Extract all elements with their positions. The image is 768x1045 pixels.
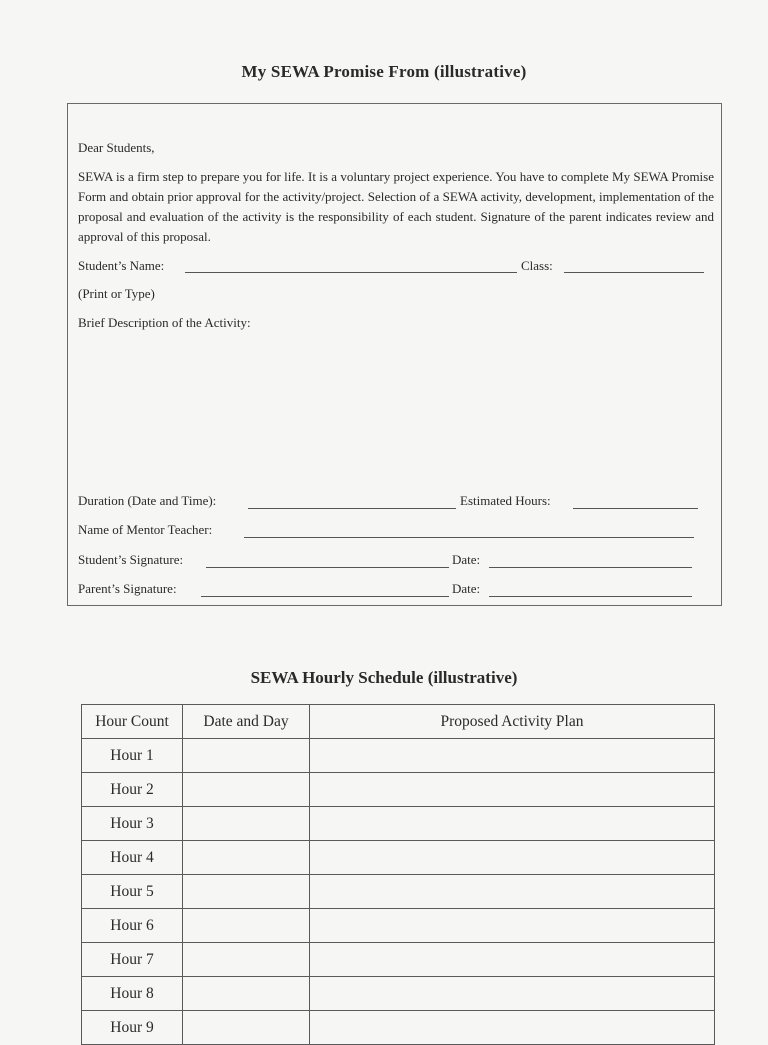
- date-cell[interactable]: [183, 1011, 310, 1045]
- activity-cell[interactable]: [310, 943, 715, 977]
- hour-cell: Hour 1: [82, 739, 183, 773]
- date-label-2: Date:: [452, 581, 481, 596]
- date-cell[interactable]: [183, 841, 310, 875]
- description-label: Brief Description of the Activity:: [78, 315, 251, 330]
- duration-field[interactable]: [248, 508, 456, 509]
- date-label-1: Date:: [452, 552, 481, 567]
- hour-cell: Hour 4: [82, 841, 183, 875]
- activity-cell[interactable]: [310, 807, 715, 841]
- hour-cell: Hour 5: [82, 875, 183, 909]
- student-name-label: Student’s Name:: [78, 258, 165, 273]
- date-cell[interactable]: [183, 875, 310, 909]
- table-row: [82, 739, 715, 773]
- salutation: Dear Students,: [78, 140, 155, 155]
- activity-cell[interactable]: [310, 977, 715, 1011]
- activity-cell[interactable]: [310, 909, 715, 943]
- parent-date-field[interactable]: [489, 596, 692, 597]
- table-row: [82, 875, 715, 909]
- form-title: My SEWA Promise From (illustrative): [241, 62, 527, 81]
- table-row: [82, 807, 715, 841]
- hour-cell: Hour 7: [82, 943, 183, 977]
- date-cell[interactable]: [183, 773, 310, 807]
- student-date-field[interactable]: [489, 567, 692, 568]
- estimated-hours-field[interactable]: [573, 508, 698, 509]
- print-or-type-note: (Print or Type): [78, 286, 155, 301]
- hour-cell: Hour 8: [82, 977, 183, 1011]
- activity-cell[interactable]: [310, 841, 715, 875]
- column-header-hour-count: Hour Count: [82, 705, 183, 739]
- parent-signature-field[interactable]: [201, 596, 449, 597]
- student-name-field[interactable]: [185, 272, 517, 273]
- estimated-hours-label: Estimated Hours:: [460, 493, 551, 508]
- hour-cell: Hour 6: [82, 909, 183, 943]
- parent-signature-label: Parent’s Signature:: [78, 581, 177, 596]
- table-row: [82, 773, 715, 807]
- hour-cell: Hour 3: [82, 807, 183, 841]
- hour-cell: Hour 9: [82, 1011, 183, 1045]
- table-row: [82, 1011, 715, 1045]
- table-row: [82, 841, 715, 875]
- date-cell[interactable]: [183, 909, 310, 943]
- table-row: [82, 909, 715, 943]
- schedule-title: SEWA Hourly Schedule (illustrative): [250, 668, 518, 687]
- date-cell[interactable]: [183, 739, 310, 773]
- class-field[interactable]: [564, 272, 704, 273]
- table-row: [82, 977, 715, 1011]
- date-cell[interactable]: [183, 977, 310, 1011]
- column-header-activity-plan: Proposed Activity Plan: [310, 705, 715, 739]
- hour-cell: Hour 2: [82, 773, 183, 807]
- activity-cell[interactable]: [310, 1011, 715, 1045]
- intro-paragraph: SEWA is a firm step to prepare you for life. It is a voluntary project experience. You have to complete My SEWA Promise Form and obtain prior approval for the activity/project. Selection of a SEWA activity, development, implementation of the proposal and evaluation of the activity is the responsibility of each student. Signature of the parent indicates review and approval of this proposal.: [78, 169, 714, 244]
- student-signature-field[interactable]: [206, 567, 449, 568]
- activity-cell[interactable]: [310, 739, 715, 773]
- duration-label: Duration (Date and Time):: [78, 493, 217, 508]
- activity-cell[interactable]: [310, 875, 715, 909]
- description-area[interactable]: [78, 334, 714, 484]
- column-header-date-and-day: Date and Day: [183, 705, 310, 739]
- table-row: [82, 943, 715, 977]
- date-cell[interactable]: [183, 807, 310, 841]
- date-cell[interactable]: [183, 943, 310, 977]
- mentor-field[interactable]: [244, 537, 694, 538]
- mentor-label: Name of Mentor Teacher:: [78, 522, 213, 537]
- hourly-schedule-table: [81, 704, 715, 1045]
- class-label: Class:: [521, 258, 553, 273]
- activity-cell[interactable]: [310, 773, 715, 807]
- student-signature-label: Student’s Signature:: [78, 552, 184, 567]
- promise-form: [67, 103, 722, 606]
